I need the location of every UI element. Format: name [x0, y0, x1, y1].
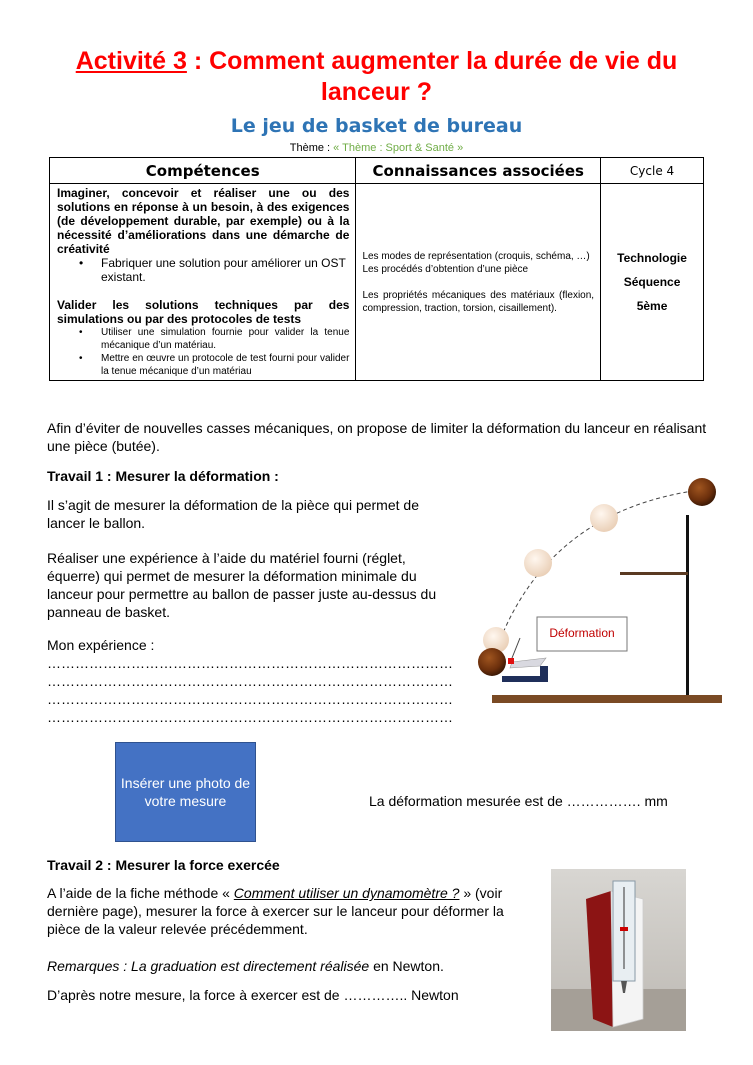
header-cycle: Cycle 4	[601, 158, 704, 184]
cycle-line-1: Technologie	[617, 251, 687, 265]
activity-title	[40, 46, 713, 108]
ghost-ball-2	[524, 549, 552, 577]
travail2-title: Travail 2 : Mesurer la force exercée	[47, 857, 280, 873]
method-link[interactable]: Comment utiliser un dynamomètre ?	[233, 885, 460, 901]
competence-bullet-3: • Mettre en œuvre un protocole de test fourni pour valider la tenue mécanique d’un matériau	[57, 352, 349, 378]
remark-italic: Remarques : La graduation est directement réalisée	[47, 958, 370, 974]
competence-bullet-2: • Utiliser une simulation fournie pour valider la tenue mécanique d’un matériau.	[57, 326, 349, 352]
header-connaissances: Connaissances associées	[356, 158, 601, 184]
travail1-title: Travail 1 : Mesurer la déformation :	[47, 468, 279, 484]
activity-question: : Comment augmenter la durée de vie du lanceur ?	[186, 47, 678, 106]
travail2-p1-after: » (voir dernière page), mesurer la force à exercer sur le lanceur pour déformer la pièce de la valeur relevée précédemment.	[47, 885, 504, 937]
dynamometer-indicator	[620, 927, 628, 931]
theme-value: « Thème : Sport & Santé »	[333, 142, 464, 154]
theme-line	[0, 142, 753, 154]
competence-block-2: Valider les solutions techniques par des simulations ou par des protocoles de tests	[57, 298, 350, 326]
remark	[47, 957, 444, 975]
basket-board	[620, 572, 688, 575]
ball-top	[688, 478, 716, 506]
competences-cell	[50, 184, 356, 381]
dynamometer-photo	[551, 869, 686, 1031]
basketball-launcher-diagram	[470, 470, 725, 710]
header-competences: Compétences	[50, 158, 356, 184]
dotted-line-4[interactable]: ……………………………………………………………………………	[47, 709, 453, 725]
table-board	[492, 695, 722, 703]
travail1-p1: Il s’agit de mesurer la déformation de la pièce qui permet de lancer le ballon.	[47, 497, 419, 531]
experience-label: Mon expérience :	[47, 637, 155, 653]
theme-prefix: Thème :	[289, 142, 334, 154]
ball-launch	[478, 648, 506, 676]
competence-bullet-1: • Fabriquer une solution pour améliorer un OST existant.	[57, 256, 349, 284]
force-result: D’après notre mesure, la force à exercer est de ………….. Newton	[47, 987, 459, 1003]
competence-block-1: Imaginer, concevoir et réaliser une ou des solutions en réponse à un besoin, à des exigences (de développement durable, par exemple) ou à la nécessité d’améliorations dans une démarche de créativité	[57, 186, 350, 256]
dotted-line-2[interactable]: ……………………………………………………………………………	[47, 673, 453, 689]
basket-pole	[686, 515, 689, 697]
photo-placeholder[interactable]	[115, 742, 256, 842]
cycle-cell	[601, 184, 704, 381]
cycle-line-2: Séquence	[623, 275, 681, 289]
callout-line	[512, 638, 520, 658]
dotted-line-1[interactable]: ……………………………………………………………………………	[47, 655, 453, 671]
competences-table	[49, 157, 704, 381]
activity-label: Activité 3	[75, 47, 187, 75]
photo-placeholder-text: Insérer une photo de votre mesure	[120, 775, 251, 809]
ghost-ball-3	[590, 504, 618, 532]
connaissances-cell	[356, 184, 601, 381]
measured-deformation: La déformation mesurée est de ……………. mm	[369, 793, 668, 809]
connaissance-1: Les modes de représentation (croquis, schéma, …)	[362, 250, 590, 262]
travail2-p1	[47, 884, 512, 938]
connaissance-1b: Les procédés d’obtention d’une pièce	[362, 263, 529, 275]
deformation-marker	[508, 658, 514, 664]
page-subtitle: Le jeu de basket de bureau	[230, 115, 523, 137]
dotted-line-3[interactable]: ……………………………………………………………………………	[47, 691, 453, 707]
launcher-base	[502, 666, 548, 682]
deformation-label: Déformation	[549, 626, 615, 640]
cycle-line-3: 5ème	[636, 299, 668, 313]
connaissance-2: Les propriétés mécaniques des matériaux (flexion, compression, traction, torsion, cisaillement).	[362, 289, 595, 314]
intro-paragraph: Afin d’éviter de nouvelles casses mécaniques, on propose de limiter la déformation du lanceur en réalisant une pièce (butée).	[47, 420, 707, 454]
travail1-p2: Réaliser une expérience à l’aide du matériel fourni (réglet, équerre) qui permet de mesurer la déformation minimale du lanceur pour permettre au ballon de passer juste au-dessus du panneau de basket.	[47, 550, 437, 620]
travail2-p1-before: A l’aide de la fiche méthode «	[47, 885, 234, 901]
remark-rest: en Newton.	[369, 958, 444, 974]
